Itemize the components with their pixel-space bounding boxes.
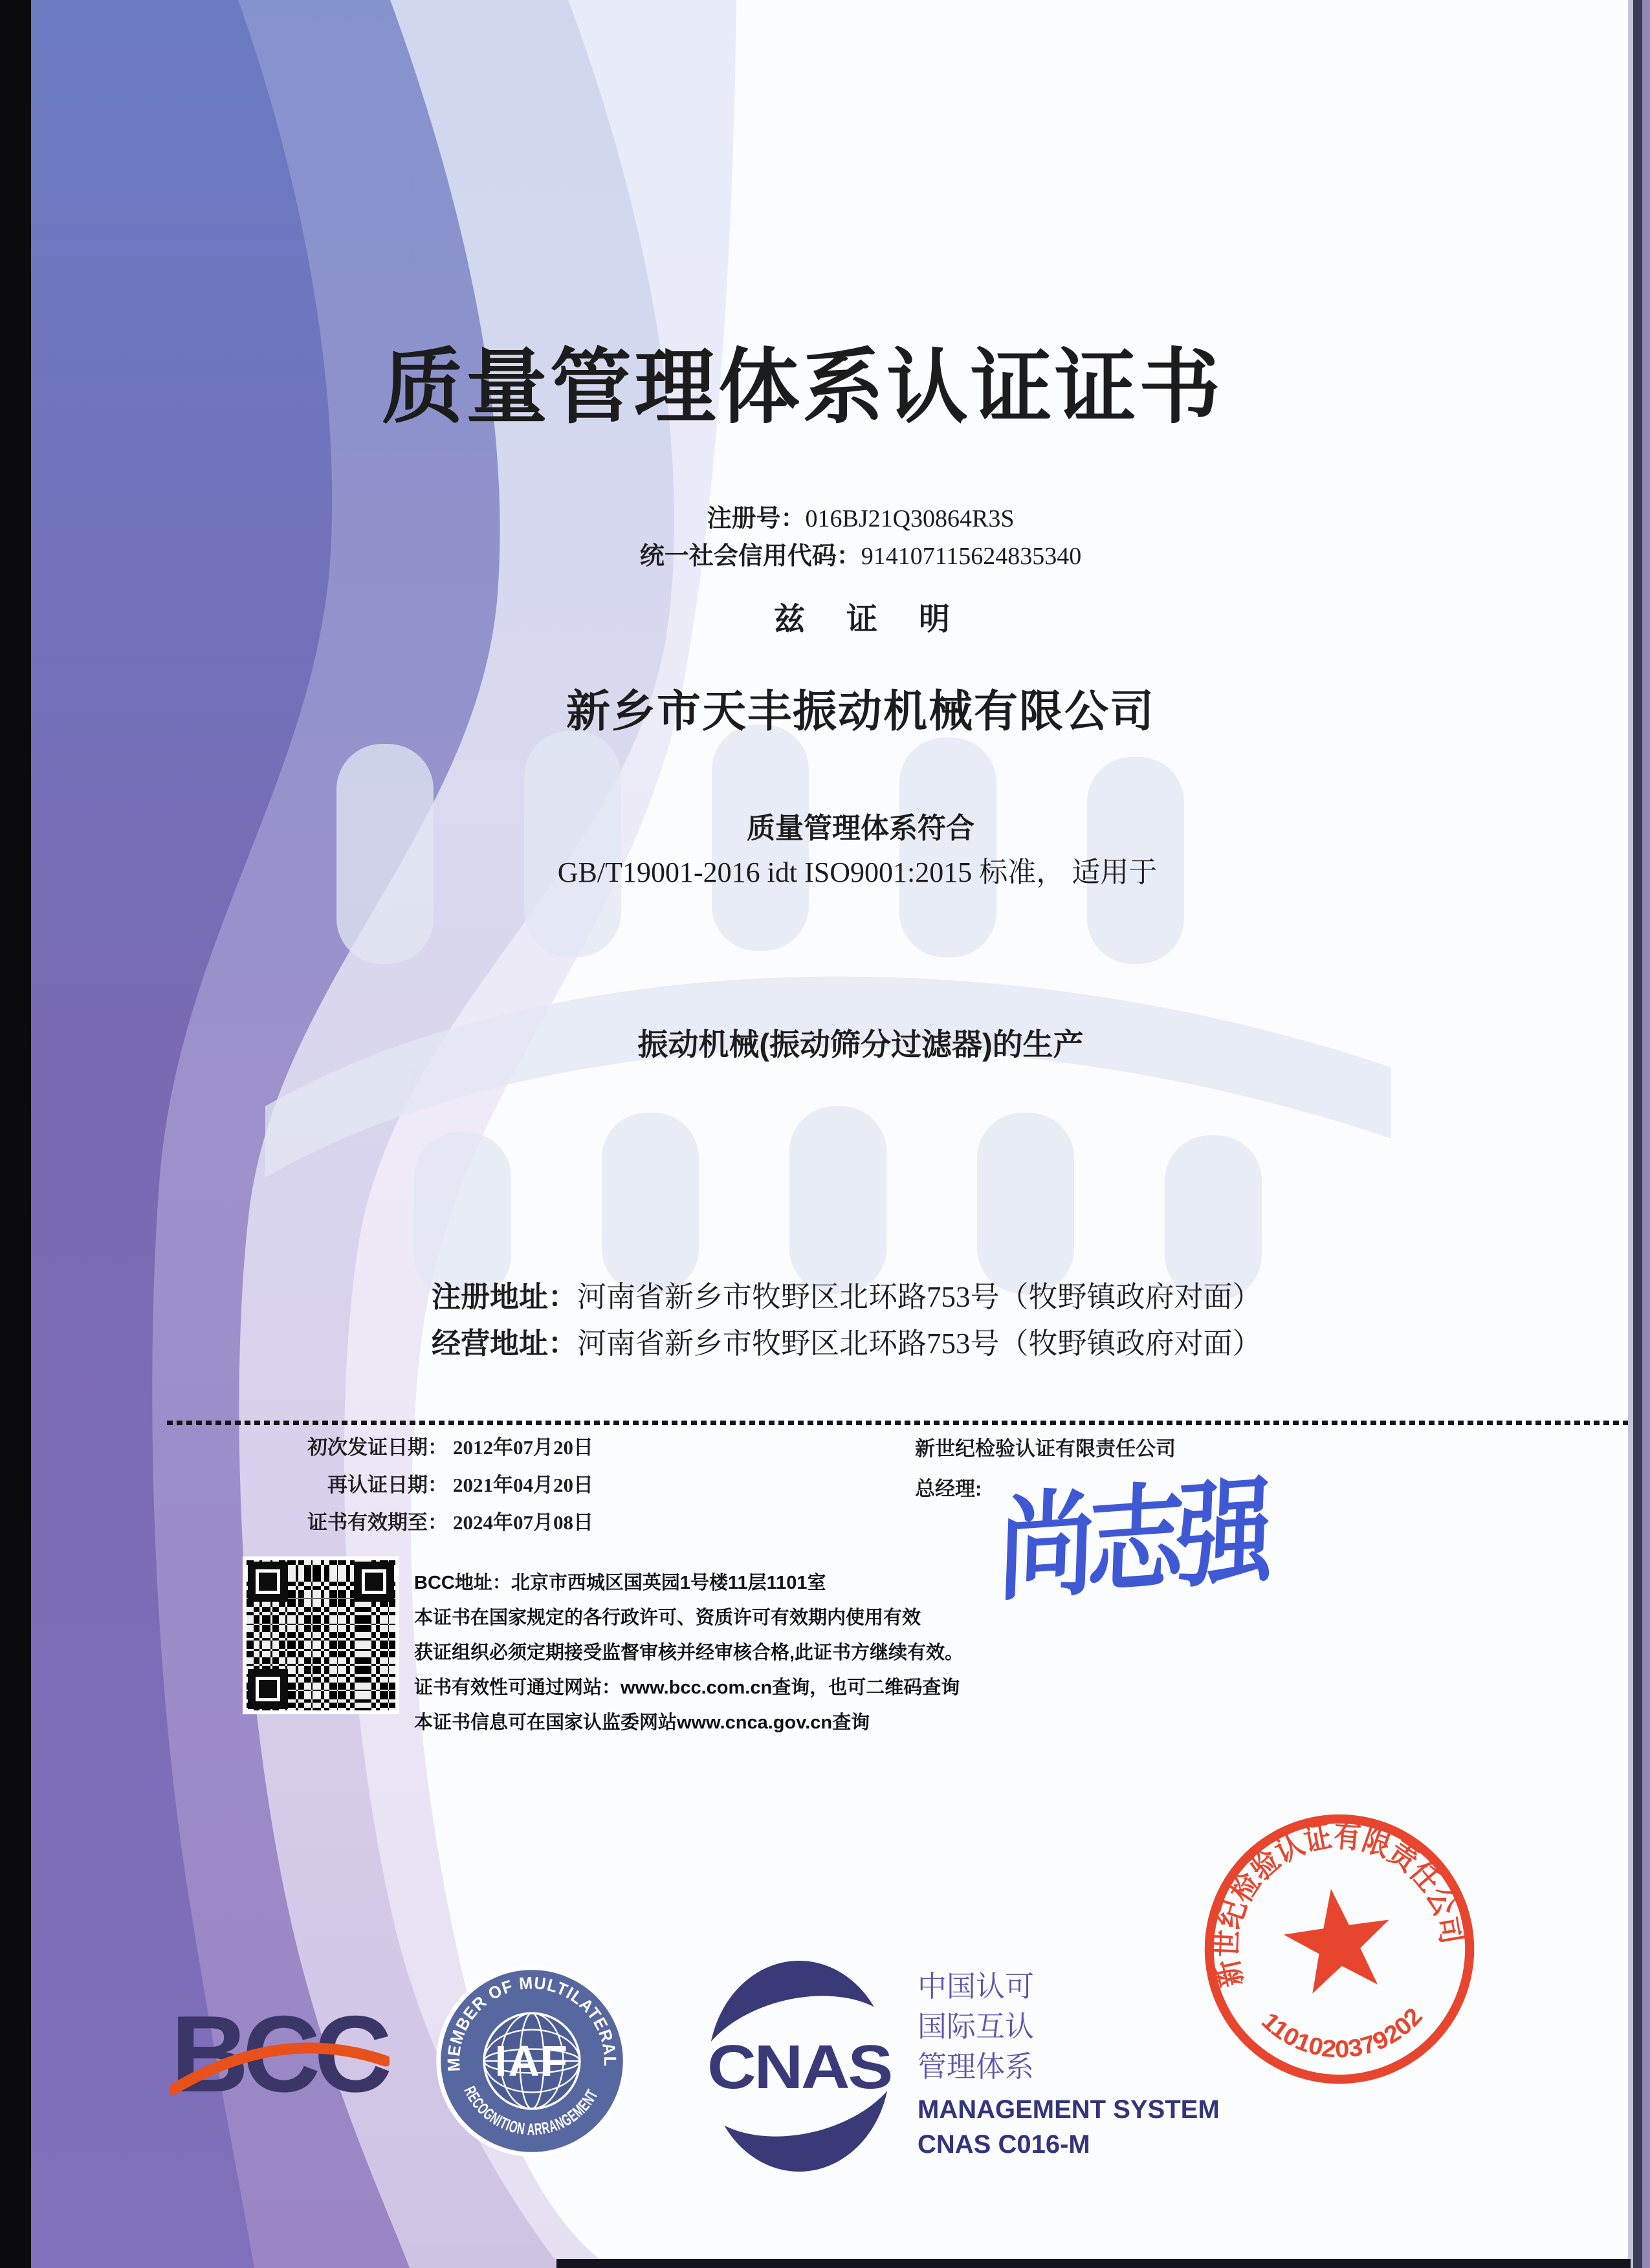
certificate-title: 质量管理体系认证证书 [382, 343, 1223, 433]
date-row-recert [278, 1468, 593, 1506]
qr-finder-icon [354, 1562, 394, 1602]
accreditation-text [918, 1967, 1220, 2162]
credit-code-line [0, 536, 1650, 571]
note-line: BCC地址：北京市西城区国英园1号楼11层1101室 [414, 1573, 826, 1593]
date-label: 初次发证日期： [307, 1436, 448, 1459]
svg-text:1101020379202: 1101020379202 [1256, 2003, 1427, 2063]
registration-number-line [0, 498, 1650, 534]
conformity-line: 质量管理体系符合 [747, 812, 974, 844]
operating-address-label: 经营地址： [432, 1327, 578, 1360]
qr-finder-icon [248, 1669, 288, 1709]
scanner-edge-bottom [556, 2259, 1631, 2268]
stamp-seal [1168, 1778, 1512, 2121]
registered-address-label: 注册地址： [432, 1280, 578, 1313]
note-line: 证书有效性可通过网站：www.bcc.com.cn查询，也可二维码查询 [414, 1677, 960, 1698]
date-value: 2021年04月20日 [453, 1474, 593, 1496]
registered-address-value: 河南省新乡市牧野区北环路753号（牧野镇政府对面） [577, 1281, 1262, 1313]
separator-dotted-line [167, 1421, 1629, 1425]
accreditation-line: CNAS C016-M [918, 2130, 1090, 2159]
svg-text:CNAS: CNAS [707, 2033, 891, 2102]
credit-code-value: 914107115624835340 [861, 543, 1082, 570]
star-icon [1278, 1881, 1398, 1996]
issue-dates [278, 1431, 593, 1543]
signature-handwriting: 尚志强 [996, 1468, 1268, 1615]
registered-address-line [432, 1273, 1262, 1315]
note-line: 本证书信息可在国家认监委网站www.cnca.gov.cn查询 [414, 1712, 870, 1733]
notes-block [414, 1565, 963, 1740]
note-line: 本证书在国家规定的各行政许可、资质许可有效期内使用有效 [414, 1608, 921, 1628]
svg-text:新世纪检验认证有限责任公司: 新世纪检验认证有限责任公司 [1207, 1817, 1471, 1990]
operating-address-value: 河南省新乡市牧野区北环路753号（牧野镇政府对面） [577, 1327, 1262, 1360]
qr-finder-icon [248, 1562, 288, 1602]
issuer-role-label: 总经理: [915, 1477, 982, 1500]
scanner-edge-right [1628, 0, 1650, 2268]
accreditation-line: 中国认可 [918, 1970, 1035, 2003]
iaf-seal [435, 1964, 629, 2158]
svg-text:BCC: BCC [171, 1993, 390, 2114]
registration-value: 016BJ21Q30864R3S [805, 505, 1015, 532]
scanner-edge-left [0, 0, 31, 2268]
hereby-line: 兹 证 明 [773, 602, 967, 637]
date-row-first-issue [278, 1431, 593, 1468]
standard-line: GB/T19001-2016 idt ISO9001:2015 标准， 适用于 [557, 856, 1158, 888]
operating-address-line [432, 1320, 1262, 1362]
qr-code [243, 1556, 399, 1714]
issuer-company: 新世纪检验认证有限责任公司 [915, 1437, 1176, 1460]
accreditation-line: 国际互认 [918, 2010, 1035, 2043]
svg-text:RECOGNITION ARRANGEMENT: RECOGNITION ARRANGEMENT [460, 2083, 604, 2139]
svg-text:IAF: IAF [494, 2037, 569, 2086]
company-name: 新乡市天丰振动机械有限公司 [566, 687, 1155, 736]
note-line: 获证组织必须定期接受监督审核并经审核合格,此证书方继续有效。 [414, 1642, 964, 1663]
date-value: 2012年07月20日 [453, 1436, 593, 1459]
date-value: 2024年07月08日 [453, 1511, 593, 1534]
bcc-logo [170, 1991, 390, 2114]
date-row-valid-until [278, 1506, 593, 1543]
registration-label: 注册号： [707, 505, 806, 532]
credit-code-label: 统一社会信用代码： [639, 543, 861, 570]
scope-line: 振动机械(振动筛分过滤器)的生产 [637, 1027, 1084, 1062]
svg-text:MEMBER OF MULTILATERAL: MEMBER OF MULTILATERAL [443, 1972, 620, 2072]
accreditation-line: 管理体系 [918, 2050, 1035, 2083]
cnas-logo [700, 1956, 898, 2176]
date-label: 证书有效期至： [307, 1511, 448, 1534]
date-label: 再认证日期： [327, 1474, 448, 1496]
accreditation-line: MANAGEMENT SYSTEM [918, 2095, 1220, 2124]
